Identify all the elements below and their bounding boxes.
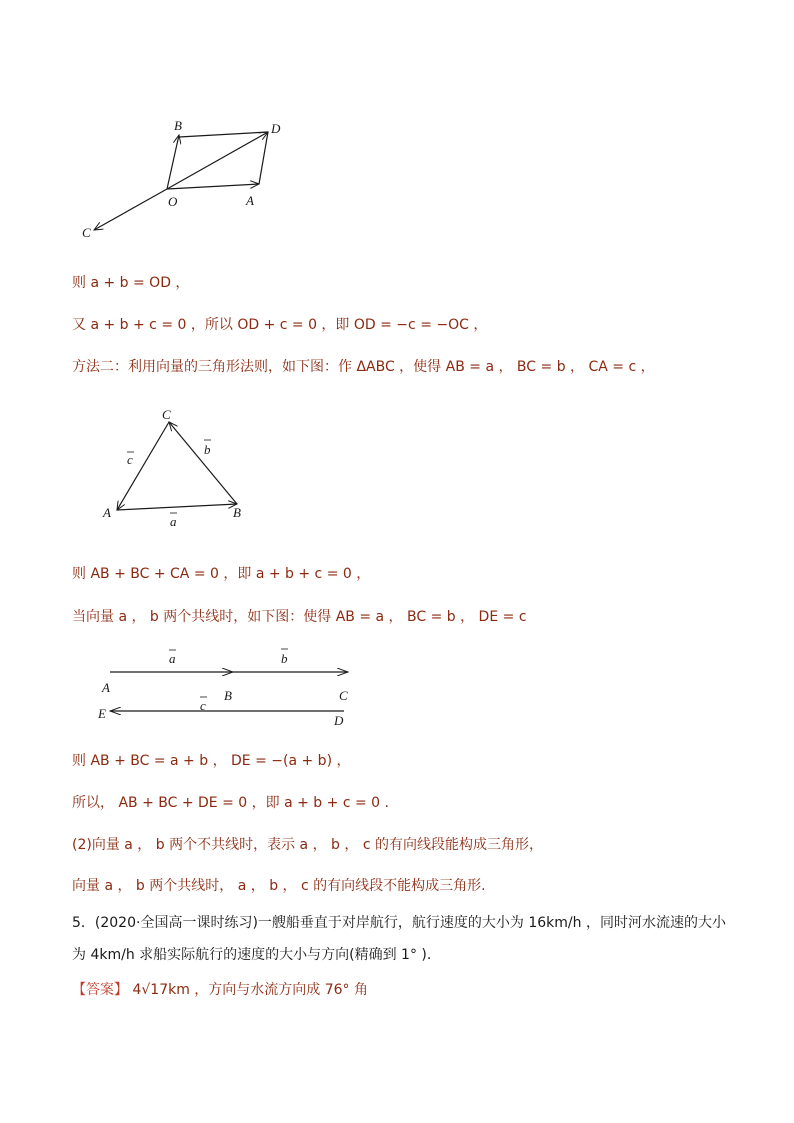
question-5-line-1: 5．(2020·全国高一课时练习)一艘船垂直于对岸航行，航行速度的大小为 16km/h ，同时河水流速的大小 — [72, 915, 726, 931]
triangle-diagram — [96, 400, 266, 535]
line-7: 所以， AB + BC + DE = 0 ，即 a + b + c = 0 . — [72, 795, 389, 811]
line-3: 方法二：利用向量的三角形法则，如下图：作 ΔABC ，使得 AB = a ， BC = b ， CA = c ， — [72, 359, 655, 375]
label-vec-b-collinear: b — [281, 651, 288, 666]
label-a-point: A — [103, 505, 111, 520]
vector-od — [167, 132, 268, 189]
answer-line — [72, 980, 368, 1000]
label-o: O — [168, 194, 178, 209]
line-2: 又 a + b + c = 0 ，所以 OD + c = 0 ，即 OD = −c = −OC ， — [72, 317, 488, 333]
line-4: 则 AB + BC + CA = 0 ，即 a + b + c = 0 ， — [72, 566, 371, 582]
parallelogram-diagram — [70, 110, 310, 250]
label-b: B — [174, 118, 182, 133]
label-vec-a-collinear: a — [169, 651, 176, 666]
label-b-collinear: B — [224, 688, 232, 703]
label-vec-c-collinear: c — [200, 698, 206, 713]
vector-oa — [167, 184, 259, 189]
line-5: 当向量 a ， b 两个共线时，如下图：使得 AB = a ， BC = b ， DE = c — [72, 609, 527, 625]
label-a-collinear: A — [102, 680, 110, 695]
segment-ad — [259, 132, 268, 184]
label-vec-a: a — [170, 514, 177, 529]
vector-ab — [117, 504, 237, 510]
label-c-point: C — [162, 407, 171, 422]
label-cc-collinear: C — [339, 688, 348, 703]
label-vec-b: b — [204, 442, 211, 457]
line-6: 则 AB + BC = a + b ， DE = −(a + b) ， — [72, 753, 351, 769]
line-1: 则 a + b = OD ， — [72, 275, 190, 291]
line-8: (2)向量 a ， b 两个不共线时，表示 a ， b ， c 的有向线段能构成三角形， — [72, 837, 543, 853]
vector-bc — [169, 422, 237, 504]
vector-oc — [94, 189, 167, 230]
label-c: C — [82, 225, 91, 240]
answer-tag: 【答案】 — [72, 982, 128, 998]
vector-ob — [167, 135, 179, 189]
line-9: 向量 a ， b 两个共线时， a ， b ， c 的有向线段不能构成三角形. — [72, 878, 486, 894]
vector-ca — [117, 422, 169, 510]
label-b-point: B — [233, 505, 241, 520]
label-e-collinear: E — [98, 706, 106, 721]
answer-text: 4√17km ，方向与水流方向成 76° 角 — [132, 982, 369, 998]
label-vec-c: c — [127, 452, 133, 467]
segment-bd — [179, 132, 268, 137]
question-5-line-2: 为 4km/h 求船实际航行的速度的大小与方向(精确到 1° ). — [72, 947, 432, 963]
collinear-diagram — [96, 644, 366, 734]
label-a: A — [246, 193, 254, 208]
label-d: D — [271, 121, 281, 136]
label-d-collinear: D — [334, 713, 344, 728]
